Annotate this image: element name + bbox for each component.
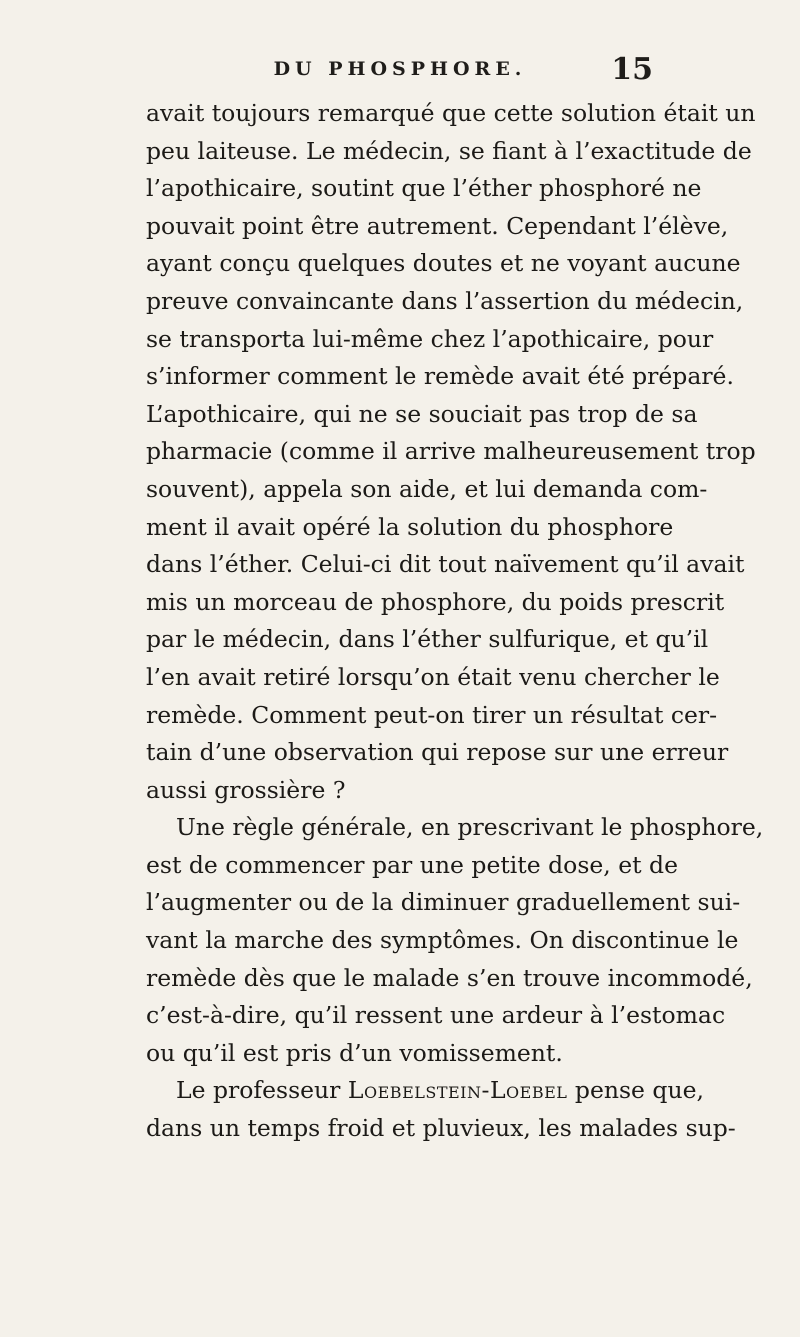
paragraph-1 — [146, 95, 756, 809]
text-line: ou qu’il est pris d’un vomissement. — [146, 1038, 563, 1067]
text-line: souvent), appela son aide, et lui demanda com- — [146, 474, 708, 503]
text-line: ment il avait opéré la solution du phosphore — [146, 512, 674, 541]
text-line — [146, 1072, 704, 1110]
text-line: dans un temps froid et pluvieux, les malades sup- — [146, 1114, 736, 1143]
text-line: peu laiteuse. Le médecin, se fiant à l’exactitude de — [146, 136, 752, 165]
text-line: l’apothicaire, soutint que l’éther phosphoré ne — [146, 174, 702, 203]
text-line: tain d’une observation qui repose sur une erreur — [146, 738, 729, 767]
text-line: est de commencer par une petite dose, et de — [146, 850, 678, 879]
text-line: remède dès que le malade s’en trouve incommodé, — [146, 963, 753, 992]
text-line: s’informer comment le remède avait été préparé. — [146, 362, 734, 391]
text-line: pouvait point être autrement. Cependant l’élève, — [146, 211, 729, 240]
paragraph-3 — [146, 1072, 736, 1147]
text-line: avait toujours remarqué que cette solution était un — [146, 99, 756, 127]
text-line: Une règle générale, en prescrivant le phosphore, — [176, 813, 764, 842]
page-number: 15 — [611, 52, 653, 87]
text-line: pharmacie (comme il arrive malheureusement trop — [146, 437, 756, 466]
text-line: ayant conçu quelques doutes et ne voyant aucune — [146, 249, 741, 278]
text-line: dans l’éther. Celui-ci dit tout naïvement qu’il avait — [146, 550, 745, 579]
text-line: l’augmenter ou de la diminuer graduellement sui- — [146, 888, 741, 917]
running-head: DU PHOSPHORE. — [273, 58, 527, 80]
paragraph-2 — [146, 809, 764, 1072]
text-line: aussi grossière ? — [146, 775, 346, 804]
text-line: l’en avait retiré lorsqu’on était venu chercher le — [146, 662, 720, 691]
text-line: c’est-à-dire, qu’il ressent une ardeur à l’estomac — [146, 1001, 726, 1030]
text-line: par le médecin, dans l’éther sulfurique, et qu’il — [146, 625, 709, 654]
text-fragment: pense que, — [574, 1076, 704, 1105]
author-name: Loebelstein-Loebel — [347, 1076, 568, 1105]
text-line: mis un morceau de phosphore, du poids prescrit — [146, 587, 725, 616]
text-line: preuve convaincante dans l’assertion du médecin, — [146, 286, 744, 315]
text-line: remède. Comment peut-on tirer un résultat cer- — [146, 700, 718, 729]
text-fragment: Le professeur — [176, 1076, 341, 1105]
text-line: se transporta lui-même chez l’apothicaire, pour — [146, 324, 714, 353]
page-header — [0, 52, 800, 92]
text-line: L’apothicaire, qui ne se souciait pas trop de sa — [146, 399, 698, 428]
body-text — [146, 95, 764, 1148]
text-line: vant la marche des symptômes. On discontinue le — [146, 926, 739, 955]
